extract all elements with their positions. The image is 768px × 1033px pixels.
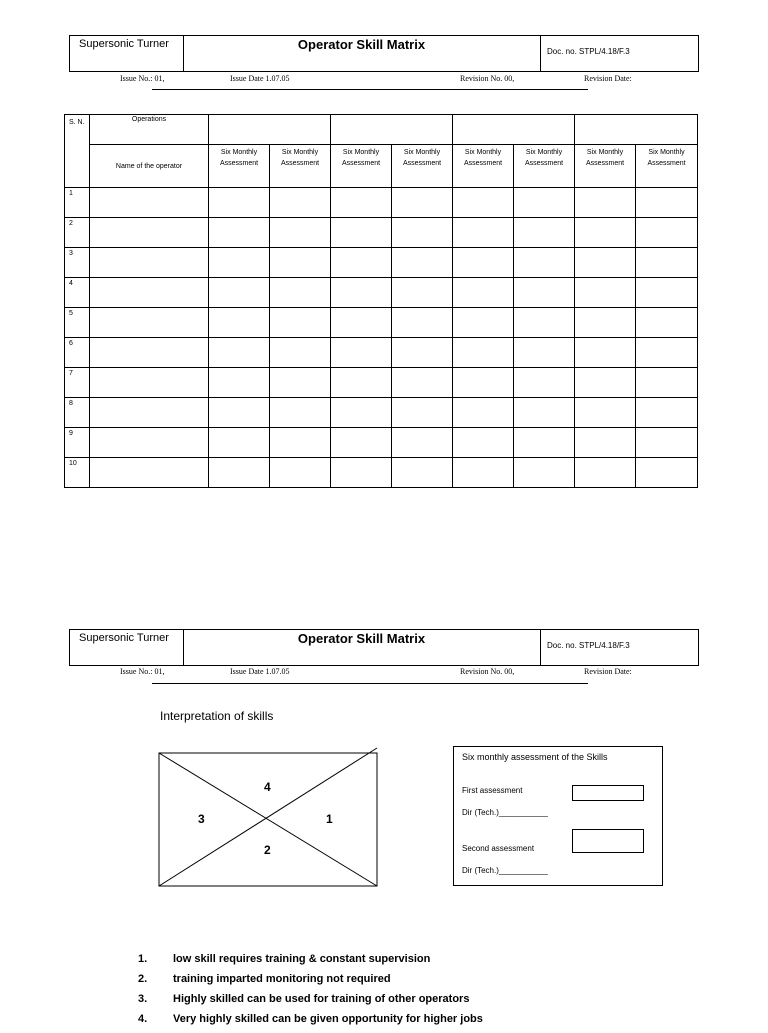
operator-name-header: Name of the operator xyxy=(90,145,209,188)
assessment-cell[interactable] xyxy=(392,368,453,398)
assessment-cell[interactable] xyxy=(636,398,698,428)
assessment-cell[interactable] xyxy=(575,398,636,428)
assessment-cell[interactable] xyxy=(392,458,453,488)
legend-number: 1. xyxy=(138,953,148,965)
assessment-header: Six Monthly Assessment xyxy=(209,145,270,188)
legend-text: low skill requires training & constant supervision xyxy=(173,953,431,965)
assessment-cell[interactable] xyxy=(453,248,514,278)
quadrant-4-label: 4 xyxy=(264,780,271,794)
operator-row xyxy=(65,458,698,488)
first-assessment-field[interactable] xyxy=(572,785,644,801)
operator-row xyxy=(65,248,698,278)
assessment-cell[interactable] xyxy=(636,248,698,278)
assessment-cell[interactable] xyxy=(209,218,270,248)
assessment-cell[interactable] xyxy=(392,188,453,218)
header-rule xyxy=(152,683,588,684)
issue-date: Issue Date 1.07.05 xyxy=(230,74,290,83)
legend-text: Very highly skilled can be given opportunity for higher jobs xyxy=(173,1013,483,1025)
form-header-2 xyxy=(69,629,699,666)
second-assessment-label: Second assessment xyxy=(462,844,535,853)
assessment-cell[interactable] xyxy=(514,278,575,308)
row-number: 6 xyxy=(65,338,90,368)
assessment-cell[interactable] xyxy=(331,428,392,458)
assessment-cell[interactable] xyxy=(209,428,270,458)
operator-row xyxy=(65,338,698,368)
assessment-cell[interactable] xyxy=(331,398,392,428)
form-title: Operator Skill Matrix xyxy=(297,37,426,52)
assessment-cell[interactable] xyxy=(575,248,636,278)
assessment-cell[interactable] xyxy=(636,218,698,248)
legend-text: Highly skilled can be used for training of other operators xyxy=(173,993,470,1005)
assessment-cell[interactable] xyxy=(514,218,575,248)
form-header-1 xyxy=(69,35,699,72)
operator-name-cell[interactable] xyxy=(90,248,209,278)
assessment-cell[interactable] xyxy=(392,308,453,338)
operator-row xyxy=(65,428,698,458)
doc-number: Doc. no. STPL/4.18/F.3 xyxy=(540,630,700,665)
operator-name-cell[interactable] xyxy=(90,218,209,248)
interpretation-title: Interpretation of skills xyxy=(160,709,274,723)
assessment-cell[interactable] xyxy=(392,218,453,248)
legend-text: training imparted monitoring not required xyxy=(173,973,391,985)
assessment-cell[interactable] xyxy=(514,428,575,458)
revision-no: Revision No. 00, xyxy=(460,667,515,676)
assessment-header: Six Monthly Assessment xyxy=(514,145,575,188)
assessment-cell[interactable] xyxy=(636,278,698,308)
assessment-cell[interactable] xyxy=(270,278,331,308)
operator-name-cell[interactable] xyxy=(90,188,209,218)
assessment-header: Six Monthly Assessment xyxy=(636,145,698,188)
assessment-cell[interactable] xyxy=(636,338,698,368)
assessment-cell[interactable] xyxy=(636,428,698,458)
assessment-cell[interactable] xyxy=(331,308,392,338)
form-title: Operator Skill Matrix xyxy=(297,631,426,646)
operator-row xyxy=(65,218,698,248)
assessment-cell[interactable] xyxy=(270,398,331,428)
operator-row xyxy=(65,308,698,338)
assessment-cell[interactable] xyxy=(453,458,514,488)
operator-name-cell[interactable] xyxy=(90,458,209,488)
assessment-header: Six Monthly Assessment xyxy=(270,145,331,188)
operation-slot[interactable] xyxy=(331,115,453,145)
sn-header: S. N. xyxy=(65,115,90,188)
assessment-cell[interactable] xyxy=(453,428,514,458)
assessment-cell[interactable] xyxy=(209,398,270,428)
assessment-cell[interactable] xyxy=(514,188,575,218)
issue-no: Issue No.: 01, xyxy=(120,667,165,676)
assessment-cell[interactable] xyxy=(392,398,453,428)
assessment-cell[interactable] xyxy=(453,278,514,308)
operator-row xyxy=(65,188,698,218)
assessment-cell[interactable] xyxy=(575,338,636,368)
operator-row xyxy=(65,368,698,398)
dir-tech-signature-1: Dir (Tech.)___________ xyxy=(462,808,548,817)
legend-number: 4. xyxy=(138,1013,148,1025)
assessment-cell[interactable] xyxy=(209,458,270,488)
revision-date: Revision Date: xyxy=(584,74,632,83)
assessment-cell[interactable] xyxy=(575,188,636,218)
assessment-cell[interactable] xyxy=(270,218,331,248)
assessment-cell[interactable] xyxy=(453,338,514,368)
row-number: 7 xyxy=(65,368,90,398)
assessment-cell[interactable] xyxy=(270,458,331,488)
company-name: Supersonic Turner xyxy=(70,630,184,665)
assessment-cell[interactable] xyxy=(331,188,392,218)
assessment-cell[interactable] xyxy=(392,248,453,278)
assessment-box xyxy=(453,746,663,886)
operation-slot[interactable] xyxy=(209,115,331,145)
skill-matrix-table xyxy=(64,114,698,488)
issue-date: Issue Date 1.07.05 xyxy=(230,667,290,676)
assessment-cell[interactable] xyxy=(270,188,331,218)
assessment-cell[interactable] xyxy=(453,308,514,338)
assessment-cell[interactable] xyxy=(575,308,636,338)
assessment-cell[interactable] xyxy=(331,278,392,308)
assessment-cell[interactable] xyxy=(209,368,270,398)
assessment-header: Six Monthly Assessment xyxy=(453,145,514,188)
operator-row xyxy=(65,278,698,308)
quadrant-3-label: 3 xyxy=(198,812,205,826)
operator-name-cell[interactable] xyxy=(90,368,209,398)
assessment-cell[interactable] xyxy=(331,368,392,398)
assessment-cell[interactable] xyxy=(636,458,698,488)
assessment-cell[interactable] xyxy=(514,338,575,368)
assessment-header: Six Monthly Assessment xyxy=(575,145,636,188)
assessment-cell[interactable] xyxy=(514,458,575,488)
assessment-cell[interactable] xyxy=(453,368,514,398)
row-number: 3 xyxy=(65,248,90,278)
row-number: 1 xyxy=(65,188,90,218)
quadrant-2-label: 2 xyxy=(264,843,271,857)
operations-header: Operations xyxy=(90,115,209,145)
assessment-cell[interactable] xyxy=(453,218,514,248)
quadrant-lines xyxy=(150,745,390,905)
assessment-cell[interactable] xyxy=(331,338,392,368)
assessment-cell[interactable] xyxy=(636,308,698,338)
assessment-cell[interactable] xyxy=(209,308,270,338)
assessment-cell[interactable] xyxy=(209,338,270,368)
row-number: 2 xyxy=(65,218,90,248)
assessment-cell[interactable] xyxy=(514,248,575,278)
assessment-cell[interactable] xyxy=(575,368,636,398)
legend-number: 3. xyxy=(138,993,148,1005)
assessment-cell[interactable] xyxy=(575,218,636,248)
assessment-cell[interactable] xyxy=(453,398,514,428)
assessment-cell[interactable] xyxy=(270,428,331,458)
assessment-cell[interactable] xyxy=(392,278,453,308)
legend-number: 2. xyxy=(138,973,148,985)
row-number: 8 xyxy=(65,398,90,428)
assessment-cell[interactable] xyxy=(514,368,575,398)
row-number: 10 xyxy=(65,458,90,488)
issue-no: Issue No.: 01, xyxy=(120,74,165,83)
operation-slot[interactable] xyxy=(575,115,698,145)
assessment-cell[interactable] xyxy=(636,188,698,218)
row-number: 5 xyxy=(65,308,90,338)
row-number: 9 xyxy=(65,428,90,458)
assessment-cell[interactable] xyxy=(575,428,636,458)
quadrant-1-label: 1 xyxy=(326,812,333,826)
row-number: 4 xyxy=(65,278,90,308)
assessment-cell[interactable] xyxy=(331,218,392,248)
assessment-cell[interactable] xyxy=(575,278,636,308)
operation-slot[interactable] xyxy=(453,115,575,145)
operator-name-cell[interactable] xyxy=(90,338,209,368)
operator-name-cell[interactable] xyxy=(90,398,209,428)
assessment-cell[interactable] xyxy=(453,188,514,218)
header-rule xyxy=(152,89,588,90)
operator-name-cell[interactable] xyxy=(90,278,209,308)
assessment-cell[interactable] xyxy=(270,368,331,398)
revision-date: Revision Date: xyxy=(584,667,632,676)
assessment-cell[interactable] xyxy=(392,428,453,458)
operator-name-cell[interactable] xyxy=(90,308,209,338)
second-assessment-field[interactable] xyxy=(572,829,644,853)
assessment-cell[interactable] xyxy=(270,338,331,368)
dir-tech-signature-2: Dir (Tech.)___________ xyxy=(462,866,548,875)
assessment-header: Six Monthly Assessment xyxy=(392,145,453,188)
assessment-cell[interactable] xyxy=(636,368,698,398)
assessment-cell[interactable] xyxy=(331,248,392,278)
first-assessment-label: First assessment xyxy=(462,786,523,795)
assessment-cell[interactable] xyxy=(575,458,636,488)
assessment-cell[interactable] xyxy=(331,458,392,488)
assessment-cell[interactable] xyxy=(209,248,270,278)
assessment-cell[interactable] xyxy=(270,248,331,278)
operator-row xyxy=(65,398,698,428)
assessment-box-title: Six monthly assessment of the Skills xyxy=(462,752,608,762)
operator-name-cell[interactable] xyxy=(90,428,209,458)
assessment-cell[interactable] xyxy=(514,398,575,428)
assessment-cell[interactable] xyxy=(270,308,331,338)
assessment-cell[interactable] xyxy=(514,308,575,338)
revision-no: Revision No. 00, xyxy=(460,74,515,83)
assessment-cell[interactable] xyxy=(209,188,270,218)
doc-number: Doc. no. STPL/4.18/F.3 xyxy=(540,36,700,71)
assessment-cell[interactable] xyxy=(209,278,270,308)
assessment-cell[interactable] xyxy=(392,338,453,368)
assessment-header: Six Monthly Assessment xyxy=(331,145,392,188)
company-name: Supersonic Turner xyxy=(70,36,184,71)
